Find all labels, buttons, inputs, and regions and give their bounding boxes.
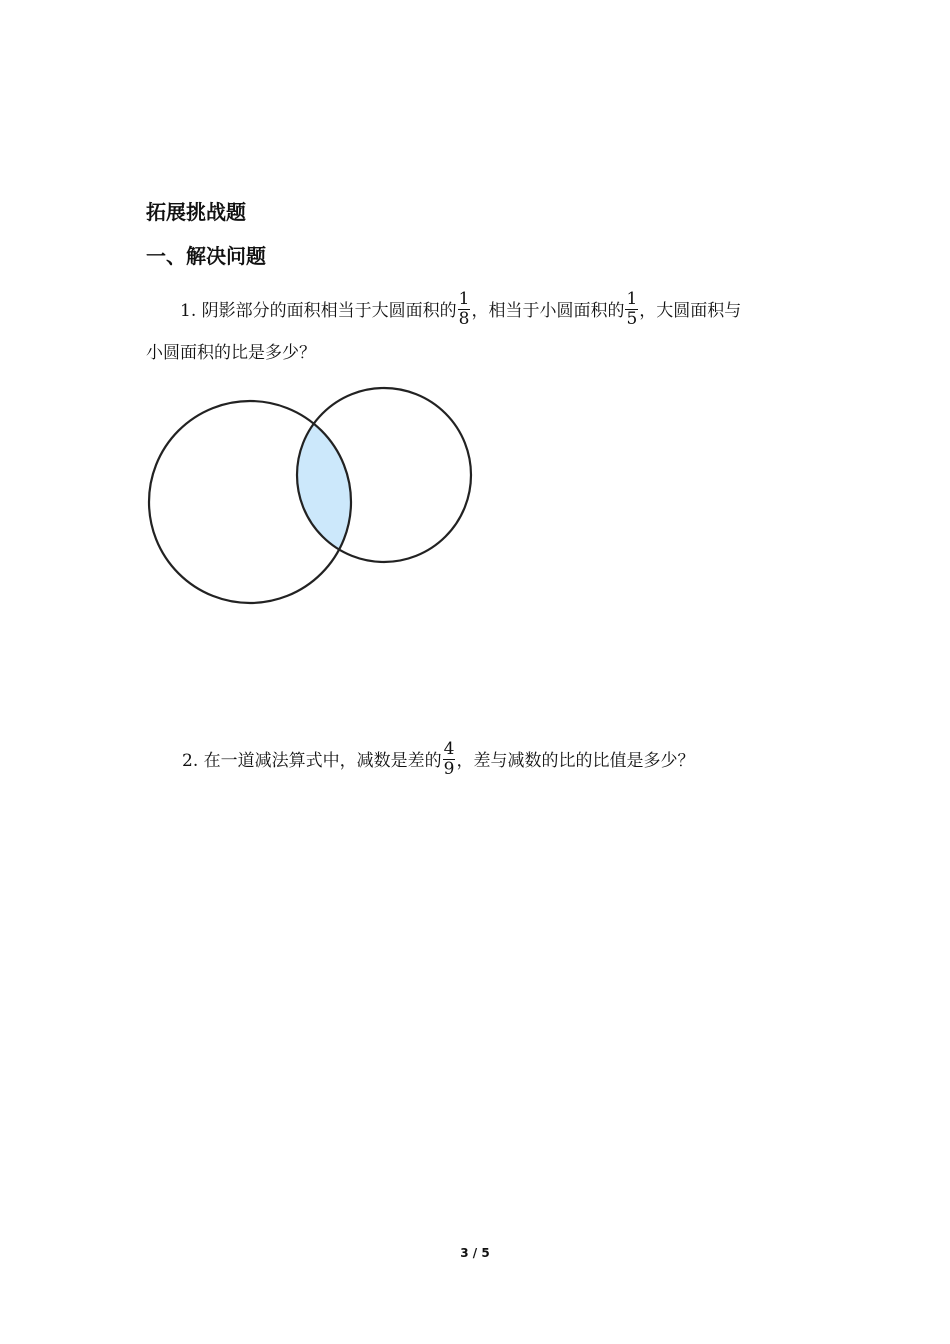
fraction-four-ninths (443, 740, 456, 779)
question-2-line (182, 739, 695, 781)
fraction-denominator: 8 (458, 309, 470, 329)
page-heading: 拓展挑战题 (146, 200, 246, 224)
page-number: 3 / 5 (460, 1246, 490, 1260)
question-1-text-a: 1. 阴影部分的面积相当于大圆面积的 (180, 301, 457, 321)
fraction-one-eighth (458, 290, 471, 329)
fraction-numerator: 1 (626, 289, 638, 309)
fraction-denominator: 5 (626, 309, 638, 329)
fraction-numerator: 1 (458, 289, 470, 309)
venn-diagram (140, 385, 480, 615)
question-2-text-b: ，差与减数的比的比值是多少？ (456, 751, 695, 771)
question-1-text-c: ，大圆面积与 (639, 301, 742, 321)
question-1-text-b: ，相当于小圆面积的 (471, 301, 625, 321)
fraction-one-fifth (625, 290, 638, 329)
fraction-denominator: 9 (443, 759, 455, 779)
section-title: 一、解决问题 (146, 244, 266, 268)
fraction-numerator: 4 (443, 739, 455, 759)
question-2-text-a: 2. 在一道减法算式中，减数是差的 (182, 751, 442, 771)
question-1-line-1 (180, 289, 742, 331)
question-1-line-2: 小圆面积的比是多少？ (146, 343, 316, 363)
